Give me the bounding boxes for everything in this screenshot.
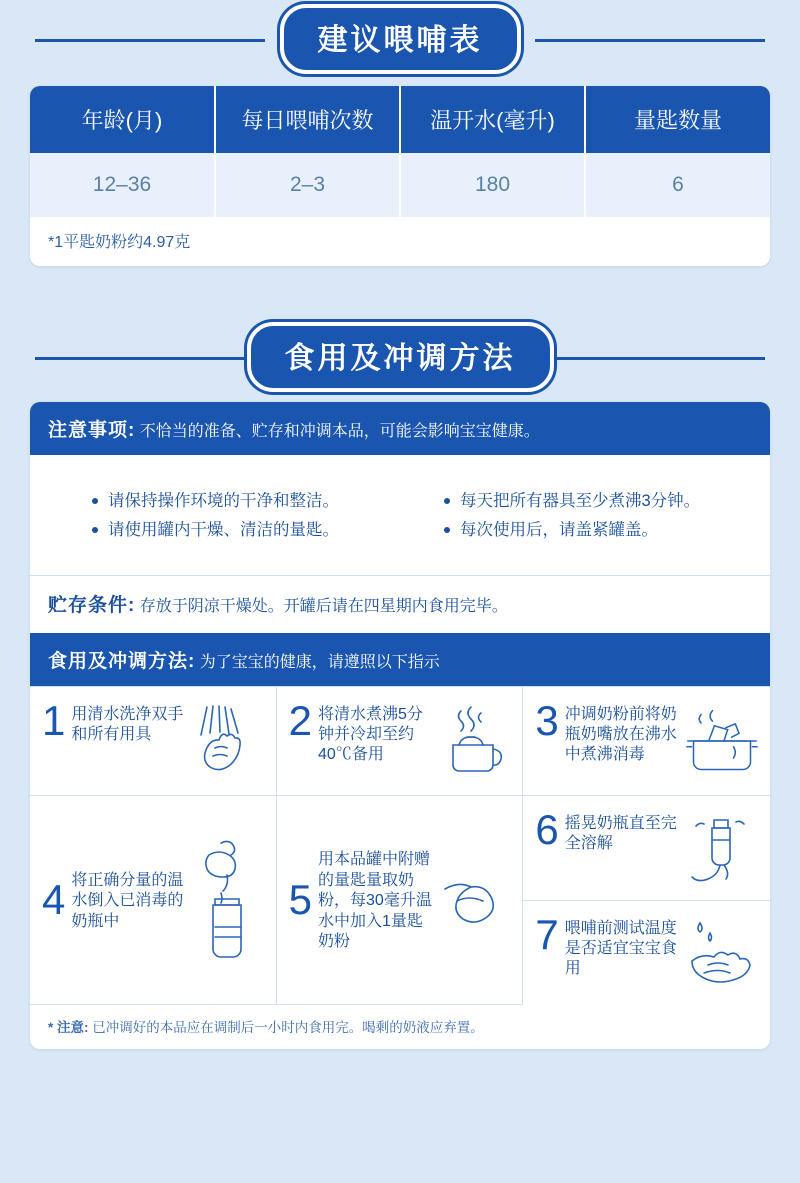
list-item: 请使用罐内干燥、清洁的量匙。 <box>88 519 400 541</box>
storage-label: 贮存条件: <box>48 594 136 616</box>
temperature-test-hand-icon <box>684 915 760 991</box>
step-4 <box>30 796 277 1005</box>
table-header-warm-water: 温开水(毫升) <box>400 86 585 153</box>
step-7 <box>523 901 770 1005</box>
steps-column-right <box>523 796 770 1005</box>
storage-conditions <box>30 576 770 633</box>
step-number: 2 <box>288 696 313 744</box>
measuring-scoop-icon <box>436 845 512 955</box>
page-title-preparation: 食用及冲调方法 <box>247 322 554 392</box>
step-number: 3 <box>535 696 559 744</box>
step-6 <box>523 796 770 901</box>
method-bar <box>30 633 770 686</box>
preparation-panel <box>30 402 770 1049</box>
list-item: 请保持操作环境的干净和整洁。 <box>88 490 400 512</box>
step-number: 4 <box>42 875 66 923</box>
table-header-age: 年龄(月) <box>30 86 215 153</box>
step-number: 6 <box>535 805 559 853</box>
preparation-section <box>0 318 800 1049</box>
bullets-right-column <box>400 483 752 549</box>
preparation-title-bar <box>0 318 800 396</box>
step-5 <box>277 796 524 1005</box>
step-text: 冲调奶粉前将奶瓶奶嘴放在沸水中煮沸消毒 <box>564 705 677 764</box>
bottom-note-text: 已冲调好的本品应在调制后一小时内食用完。喝剩的奶液应弃置。 <box>92 1019 484 1035</box>
notice-text: 不恰当的准备、贮存和冲调本品，可能会影响宝宝健康。 <box>139 423 540 440</box>
step-text: 用清水洗净双手和所有用具 <box>71 705 184 743</box>
cell-feeds-per-day: 2–3 <box>215 153 400 217</box>
list-item: 每天把所有器具至少煮沸3分钟。 <box>440 490 752 512</box>
table-header-scoops: 量匙数量 <box>585 86 770 153</box>
step-text: 用本品罐中附赠的量匙量取奶粉，每30毫升温水中加入1量匙奶粉 <box>318 851 432 951</box>
title-rule-left <box>35 39 265 42</box>
cell-warm-water: 180 <box>400 153 585 217</box>
feeding-table-section <box>0 0 800 266</box>
step-text: 喂哺前测试温度是否适宜宝宝食用 <box>564 919 677 978</box>
step-text: 将正确分量的温水倒入已消毒的奶瓶中 <box>71 871 184 930</box>
feeding-table <box>30 86 770 217</box>
step-text: 将清水煮沸5分钟并冷却至约40℃备用 <box>318 705 423 764</box>
title-rule-right-2 <box>535 357 765 360</box>
step-number: 7 <box>535 910 559 958</box>
bullets-left-column <box>48 483 400 549</box>
step-2 <box>277 687 524 796</box>
cell-age: 12–36 <box>30 153 215 217</box>
table-row <box>30 153 770 217</box>
table-header-row <box>30 86 770 153</box>
feeding-table-title-bar <box>0 0 800 78</box>
storage-text: 存放于阴凉干燥处。开罐后请在四星期内食用完毕。 <box>139 597 508 615</box>
method-label: 食用及冲调方法: <box>48 650 196 672</box>
title-rule-left-2 <box>35 357 265 360</box>
table-header-feeds-per-day: 每日喂哺次数 <box>215 86 400 153</box>
shaking-bottle-icon <box>684 810 760 886</box>
notice-bar <box>30 402 770 455</box>
boiling-kettle-icon <box>436 701 512 781</box>
step-text: 摇晃奶瓶直至完全溶解 <box>564 814 677 852</box>
step-3 <box>523 687 770 796</box>
section-spacer <box>0 266 800 318</box>
cell-scoops: 6 <box>585 153 770 217</box>
steps-grid <box>30 686 770 1005</box>
bottom-note <box>30 1005 770 1049</box>
list-item: 每次使用后，请盖紧罐盖。 <box>440 519 752 541</box>
sterilizing-pot-icon <box>684 701 760 781</box>
method-text: 为了宝宝的健康，请遵照以下指示 <box>199 653 440 671</box>
washing-hands-icon <box>190 701 266 781</box>
step-number: 5 <box>288 875 313 923</box>
page-title-feeding: 建议喂哺表 <box>280 4 521 74</box>
notice-bullets <box>30 455 770 576</box>
notice-label: 注意事项: <box>48 420 136 441</box>
pouring-water-bottle-icon <box>190 835 266 965</box>
step-number: 1 <box>42 696 66 744</box>
title-rule-right <box>535 39 765 42</box>
feeding-table-footnote: *1平匙奶粉约4.97克 <box>30 217 770 266</box>
feeding-table-card <box>30 86 770 266</box>
bottom-note-label: * 注意: <box>48 1019 89 1035</box>
step-1 <box>30 687 277 796</box>
